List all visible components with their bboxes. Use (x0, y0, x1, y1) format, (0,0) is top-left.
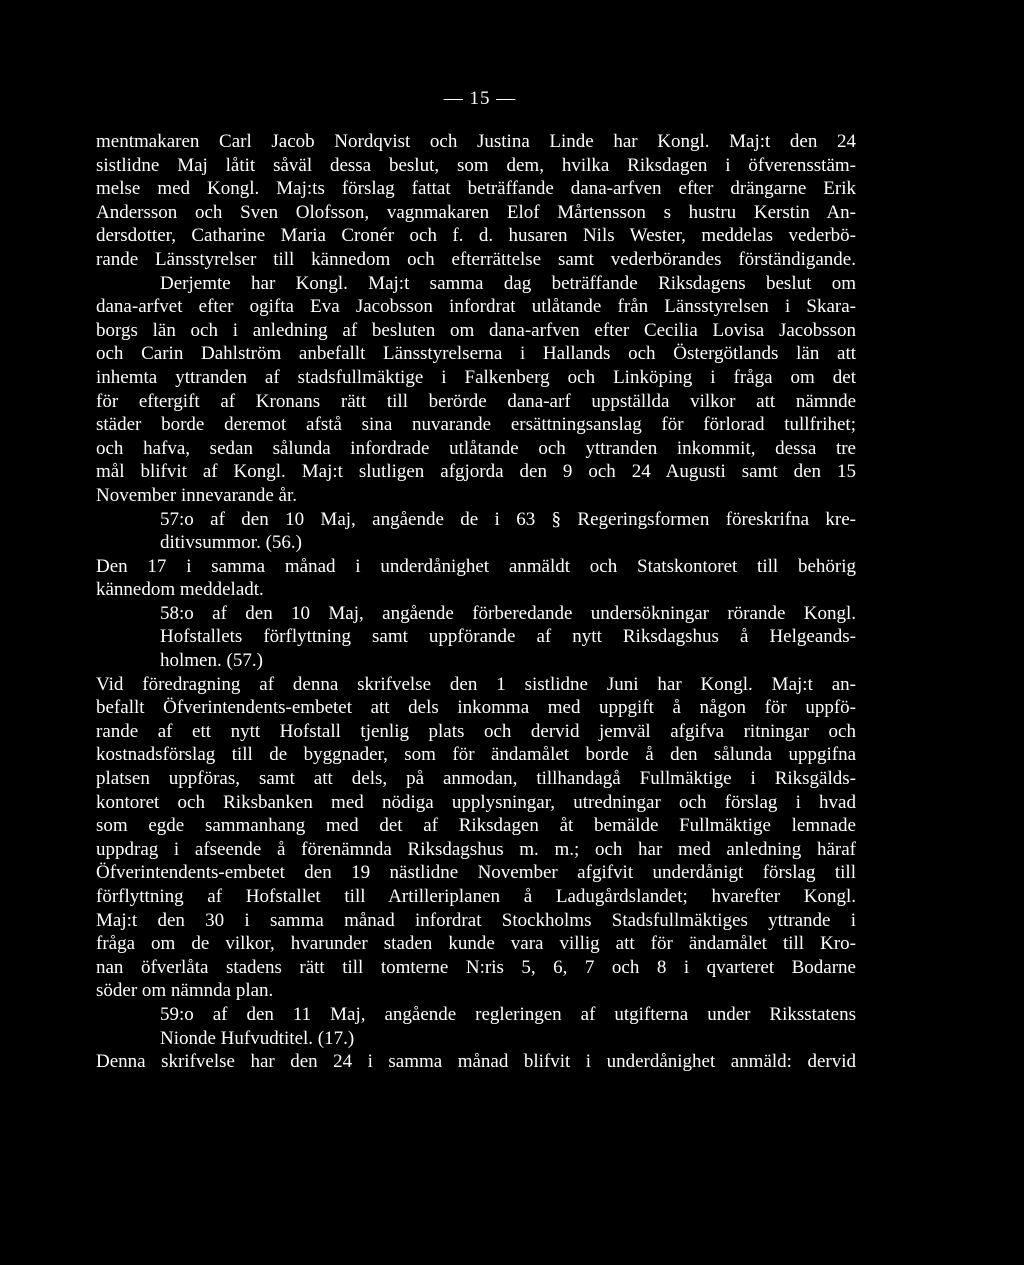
text-line: kännedom meddeladt. (96, 579, 264, 601)
text-line: städer borde deremot afstå sina nuvarande ersättningsanslag för förlorad tullfrihet; (96, 414, 856, 436)
text-line: rande af ett nytt Hofstall tjenlig plats och dervid jemväl afgifva ritningar och (96, 720, 856, 742)
page-number: — 15 — (443, 88, 517, 109)
text-line: och Carin Dahlström anbefallt Länsstyrelserna i Hallands och Östergötlands län att (96, 343, 856, 365)
text-line: för eftergift af Kronans rätt till berörde dana-arf uppställda vilkor att nämnde (96, 390, 856, 412)
text-line: uppdrag i afseende å förenämnda Riksdagshus m. m.; och har med anledning häraf (96, 838, 856, 860)
text-line: November innevarande år. (96, 484, 297, 506)
body-text (96, 130, 856, 1074)
text-line: Den 17 i samma månad i underdånighet anmäldt och Statskontoret till behörig (96, 555, 856, 577)
text-line: melse med Kongl. Maj:ts förslag fattat beträffande dana-arfven efter drängarne Erik (96, 178, 856, 200)
text-line: mentmakaren Carl Jacob Nordqvist och Justina Linde har Kongl. Maj:t den 24 (96, 131, 856, 152)
text-line: söder om nämnda plan. (96, 980, 274, 1002)
text-line: Vid föredragning af denna skrifvelse den 1 sistlidne Juni har Kongl. Maj:t an- (96, 673, 856, 695)
text-line: Öfverintendents-embetet den 19 nästlidne November afgifvit underdånigt förslag till (96, 862, 856, 884)
text-line: platsen uppföras, samt att dels, på anmodan, tillhandagå Fullmäktige i Riksgälds- (96, 768, 856, 790)
text-line: Derjemte har Kongl. Maj:t samma dag beträffande Riksdagens beslut om (160, 272, 856, 294)
text-line: fråga om de vilkor, hvarunder staden kunde vara villig att för ändamålet till Kro- (96, 933, 856, 955)
text-line: mål blifvit af Kongl. Maj:t slutligen afgjorda den 9 och 24 Augusti samt den 15 (96, 461, 856, 483)
text-line: Denna skrifvelse har den 24 i samma månad blifvit i underdånighet anmäld: dervid (96, 1051, 856, 1073)
text-line: som egde sammanhang med det af Riksdagen åt bemälde Fullmäktige lemnade (96, 815, 856, 837)
section-heading-58-cont: Hofstallets förflyttning samt uppförande af nytt Riksdagshus å Helgeands- (160, 626, 856, 648)
text-line: borgs län och i anledning af besluten om dana-arfven efter Cecilia Lovisa Jacobsson (96, 319, 856, 341)
text-line: kontoret och Riksbanken med nödiga upplysningar, utredningar och förslag i hvad (96, 791, 856, 813)
text-line: sistlidne Maj låtit såväl dessa beslut, som dem, hvilka Riksdagen i öfverensstäm- (96, 154, 856, 176)
section-heading-59-cont: Nionde Hufvudtitel. (17.) (160, 1027, 355, 1049)
text-line: Maj:t den 30 i samma månad infordrat Stockholms Stadsfullmäktiges yttrande i (96, 909, 856, 931)
text-line: dana-arfvet efter ogifta Eva Jacobsson infordrat utlåtande från Länsstyrelsen i Skara- (96, 296, 856, 318)
section-heading-58-cont: holmen. (57.) (160, 650, 263, 672)
section-heading-59: 59:o af den 11 Maj, angående regleringen af utgifterna under Riksstatens (160, 1003, 856, 1025)
text-line: dersdotter, Catharine Maria Cronér och f. d. husaren Nils Wester, meddelas vederbö- (96, 225, 856, 247)
section-heading-57: 57:o af den 10 Maj, angående de i 63 § Regeringsformen föreskrifna kre- (160, 508, 856, 530)
text-line: inhemta yttranden af stadsfullmäktige i Falkenberg och Linköping i fråga om det (96, 366, 856, 388)
section-heading-57-cont: ditivsummor. (56.) (160, 532, 302, 554)
text-line: Andersson och Sven Olofsson, vagnmakaren Elof Mårtensson s hustru Kerstin An- (96, 201, 856, 223)
text-line: kostnadsförslag till de byggnader, som för ändamålet borde å den sålunda uppgifna (96, 744, 856, 766)
text-line: förflyttning af Hofstallet till Artilleriplanen å Ladugårdslandet; hvarefter Kongl. (96, 886, 856, 907)
text-line: befallt Öfverintendents-embetet att dels inkomma med uppgift å någon för uppfö- (96, 697, 856, 719)
section-heading-58: 58:o af den 10 Maj, angående förberedande undersökningar rörande Kongl. (160, 602, 856, 624)
text-line: nan öfverlåta stadens rätt till tomterne N:ris 5, 6, 7 och 8 i qvarteret Bodarne (96, 956, 856, 978)
text-line: och hafva, sedan sålunda infordrade utlåtande och yttranden inkommit, dessa tre (96, 437, 856, 459)
text-line: rande Länsstyrelser till kännedom och efterrättelse samt vederbörandes förständigande. (96, 248, 856, 270)
